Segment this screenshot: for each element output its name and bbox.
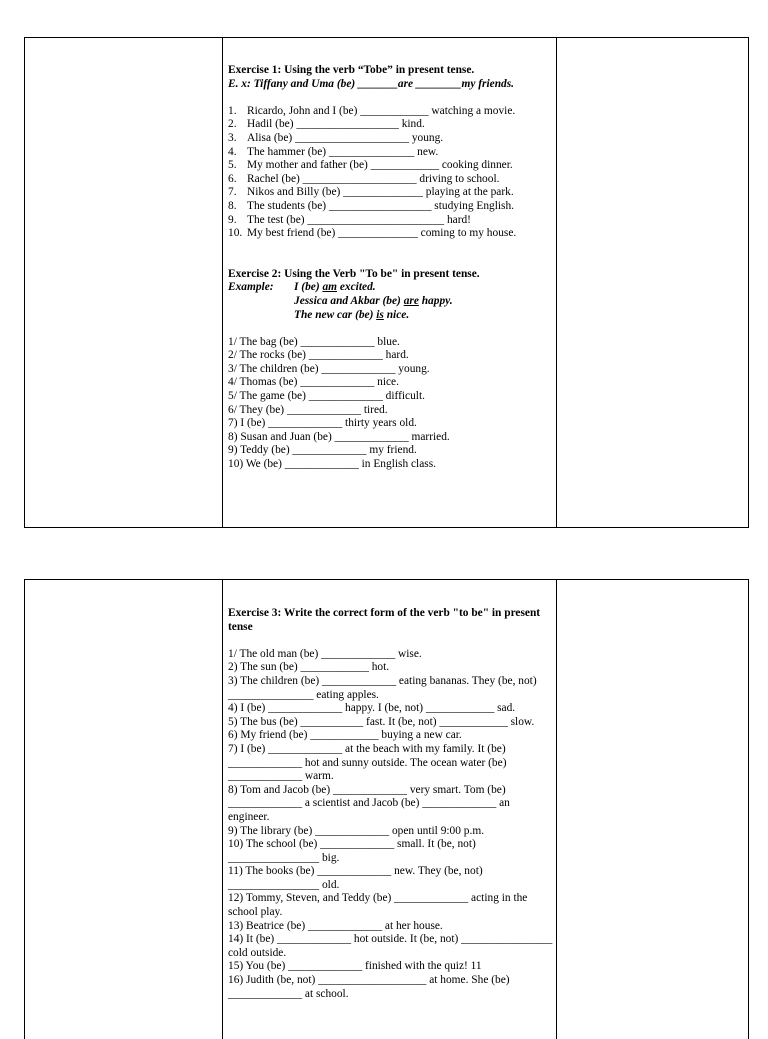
worksheet-table-2 [24, 579, 749, 1039]
exercise-2-item: 2/ The rocks (be) _____________ hard. [228, 349, 409, 362]
exercise-2-item: 10) We (be) _____________ in English class. [228, 458, 436, 471]
exercise-3-item: 14) It (be) _____________ hot outside. It (be, not) ________________ cold outside. [228, 933, 553, 959]
right-cell [556, 38, 748, 527]
exercise-cell-1 [223, 38, 557, 527]
exercise-3-item: 13) Beatrice (be) _____________ at her house. [228, 919, 443, 932]
exercise-3-title: Exercise 3: Write the correct form of the verb "to be" in present tense [228, 607, 541, 633]
exercise-1-item: 9. The test (be) ________________________ hard! [228, 213, 471, 226]
exercise-2-item: 6/ They (be) _____________ tired. [228, 403, 388, 416]
right-cell [556, 580, 748, 1039]
exercise-1-item: 1. Ricardo, John and I (be) ____________ watching a movie. [228, 104, 516, 117]
exercise-3-item: 4) I (be) _____________ happy. I (be, not) ____________ sad. [228, 702, 516, 715]
exercise-1-list [228, 105, 553, 241]
exercise-2-item: 5/ The game (be) _____________ difficult. [228, 390, 425, 403]
exercise-1-title: Exercise 1: Using the verb “Tobe” in present tense. [228, 64, 475, 76]
exercise-3-item: 12) Tommy, Steven, and Teddy (be) _____________ acting in the school play. [228, 892, 528, 919]
exercise-3-item: 9) The library (be) _____________ open until 9:00 p.m. [228, 824, 485, 837]
exercise-1-item: 8. The students (be) __________________ studying English. [228, 199, 515, 212]
exercise-1-item: 2. Hadil (be) __________________ kind. [228, 118, 425, 131]
exercise-1-item: 10. My best friend (be) ______________ coming to my house. [228, 227, 517, 240]
exercise-2-item: 1/ The bag (be) _____________ blue. [228, 335, 400, 348]
exercise-2-title: Exercise 2: Using the Verb "To be" in present tense. [228, 267, 480, 280]
exercise-3-list [228, 648, 553, 1001]
exercise-2-item: 4/ Thomas (be) _____________ nice. [228, 376, 399, 389]
exercise-2-item: 9) Teddy (be) _____________ my friend. [228, 444, 417, 457]
exercise-1-item: 3. Alisa (be) ____________________ young. [228, 131, 444, 144]
exercise-2-example: Example: I (be) am excited. Jessica and Akbar (be) are happy. The new car (be) is nice. [228, 281, 453, 321]
exercise-3-item: 11) The books (be) _____________ new. They (be, not) ________________ old. [228, 865, 483, 891]
exercise-3-item: 7) I (be) _____________ at the beach with my family. It (be) _____________ hot and sunny outside. The ocean water (be) _____________ warm. [228, 742, 507, 783]
exercise-3-item: 10) The school (be) _____________ small. It (be, not) ________________ big. [228, 838, 476, 864]
exercise-2-list [228, 336, 553, 472]
left-cell [25, 580, 223, 1039]
left-cell [25, 38, 223, 527]
exercise-3-item: 15) You (be) _____________ finished with the quiz! 11 [228, 960, 482, 973]
exercise-3-item: 16) Judith (be, not) ___________________ at home. She (be) _____________ at school. [228, 974, 510, 1000]
exercise-1-item: 4. The hammer (be) _______________ new. [228, 145, 439, 158]
exercise-1-item: 7. Nikos and Billy (be) ______________ playing at the park. [228, 186, 514, 199]
exercise-3-item: 2) The sun (be) ____________ hot. [228, 661, 390, 674]
exercise-1-item: 6. Rachel (be) ____________________ driving to school. [228, 172, 500, 185]
exercise-3-item: 8) Tom and Jacob (be) _____________ very smart. Tom (be) _____________ a scientist and Jacob (be) _____________ an engineer. [228, 783, 510, 823]
exercise-2-item: 7) I (be) _____________ thirty years old. [228, 417, 417, 430]
exercise-3-item: 3) The children (be) _____________ eating bananas. They (be, not) _______________ eating apples. [228, 674, 537, 701]
exercise-1-item: 5. My mother and father (be) ____________ cooking dinner. [228, 159, 513, 172]
exercise-2-item: 8) Susan and Juan (be) _____________ married. [228, 430, 450, 443]
exercise-3-item: 5) The bus (be) ___________ fast. It (be, not) ____________ slow. [228, 715, 535, 728]
exercise-cell-3 [223, 580, 557, 1039]
worksheet-table-1 [24, 37, 749, 528]
exercise-3-item: 1/ The old man (be) _____________ wise. [228, 647, 422, 660]
exercise-1-example: E. x: Tiffany and Uma (be) _______are ________my friends. [228, 77, 515, 90]
exercise-2-item: 3/ The children (be) _____________ young. [228, 362, 430, 375]
exercise-3-item: 6) My friend (be) ____________ buying a new car. [228, 729, 462, 742]
